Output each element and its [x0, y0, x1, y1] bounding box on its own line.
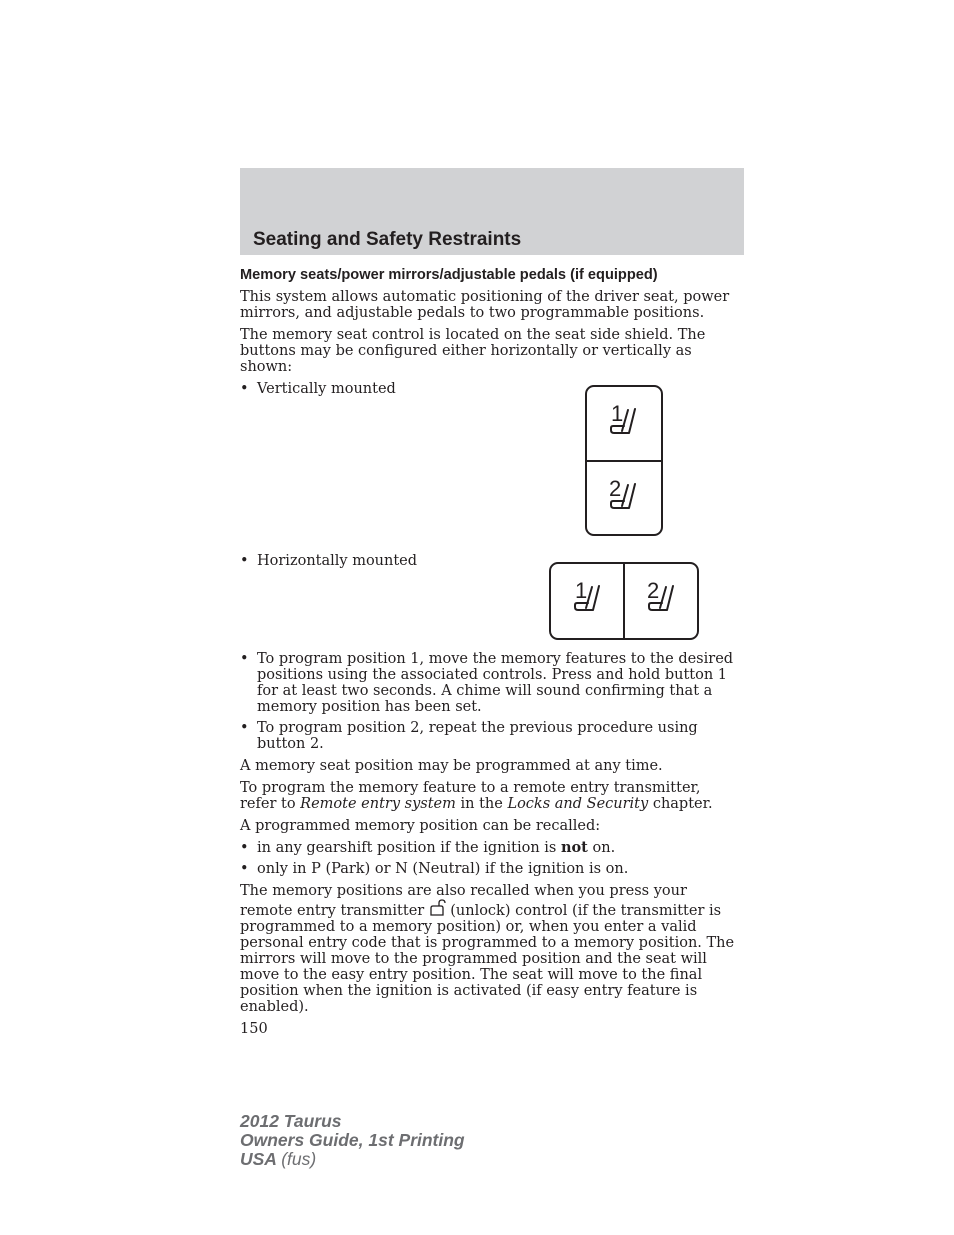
seat-memory-2-icon [647, 582, 679, 620]
horizontal-memory-buttons-figure [549, 562, 699, 640]
program-step-2: • To program position 2, repeat the previous procedure using button 2. [240, 720, 740, 752]
svg-text:1: 1 [575, 582, 588, 603]
footer-market: USA (fus) [240, 1149, 317, 1169]
svg-text:2: 2 [647, 582, 660, 603]
location-paragraph: The memory seat control is located on the seat side shield. The buttons may be configured either horizontally or vertically as shown: [240, 327, 706, 375]
page-number: 150 [240, 1021, 268, 1037]
footer-model: 2012 Taurus [240, 1111, 342, 1131]
memory-button-1-horizontal [551, 564, 624, 638]
section-title: Seating and Safety Restraints [253, 229, 522, 250]
any-time-paragraph: A memory seat position may be programmed at any time. [240, 758, 663, 774]
unlock-icon [428, 899, 446, 917]
recall-condition-2: • only in P (Park) or N (Neutral) if the ignition is on. [240, 861, 740, 877]
recall-final-paragraph: The memory positions are also recalled when you press your remote entry transmitter (unlock) control (if the transmitter is programmed to a memory position) or, when you enter a valid personal entry code that is programmed to a memory position. The mirrors will move to the programmed position and the seat will move to the easy entry position. The seat will move to the final position when the ignition is activated (if easy entry feature is enabled). [240, 883, 735, 1015]
seat-memory-1-icon [573, 582, 605, 620]
recall-intro: A programmed memory position can be recalled: [240, 818, 601, 834]
memory-button-1 [587, 387, 661, 461]
memory-button-2 [587, 461, 661, 535]
vertical-memory-buttons-figure [585, 385, 663, 536]
remote-paragraph: To program the memory feature to a remote entry transmitter, refer to Remote entry system in the Locks and Security chapter. [240, 780, 713, 812]
footer-publication-info [240, 1112, 465, 1169]
footer-guide-edition: Owners Guide, 1st Printing [240, 1130, 465, 1150]
page-content [240, 267, 740, 1037]
remote-entry-reference: Remote entry system [300, 796, 456, 812]
recall-conditions-list [240, 840, 740, 877]
section-header-band [240, 168, 744, 255]
program-steps-list [240, 651, 740, 752]
memory-button-2-horizontal [624, 564, 697, 638]
svg-text:1: 1 [611, 405, 624, 426]
svg-text:2: 2 [609, 480, 622, 501]
program-step-1: • To program position 1, move the memory features to the desired positions using the associated controls. Press and hold button 1 for at least two seconds. A chime will sound confirming that a memory position has been set. [240, 651, 740, 715]
seat-memory-1-icon [609, 405, 641, 443]
recall-condition-1: • in any gearshift position if the ignition is not on. [240, 840, 740, 856]
intro-paragraph: This system allows automatic positioning of the driver seat, power mirrors, and adjustable pedals to two programmable positions. [240, 289, 730, 321]
horizontal-mount-figure-row [240, 553, 740, 645]
horizontal-mount-bullet: • Horizontally mounted [240, 553, 417, 569]
locks-security-reference: Locks and Security [507, 796, 649, 812]
seat-memory-2-icon [609, 480, 641, 518]
memory-seats-heading: Memory seats/power mirrors/adjustable pedals (if equipped) [240, 267, 658, 283]
vertical-mount-bullet: • Vertically mounted [240, 381, 396, 397]
vertical-mount-figure-row [240, 381, 740, 547]
